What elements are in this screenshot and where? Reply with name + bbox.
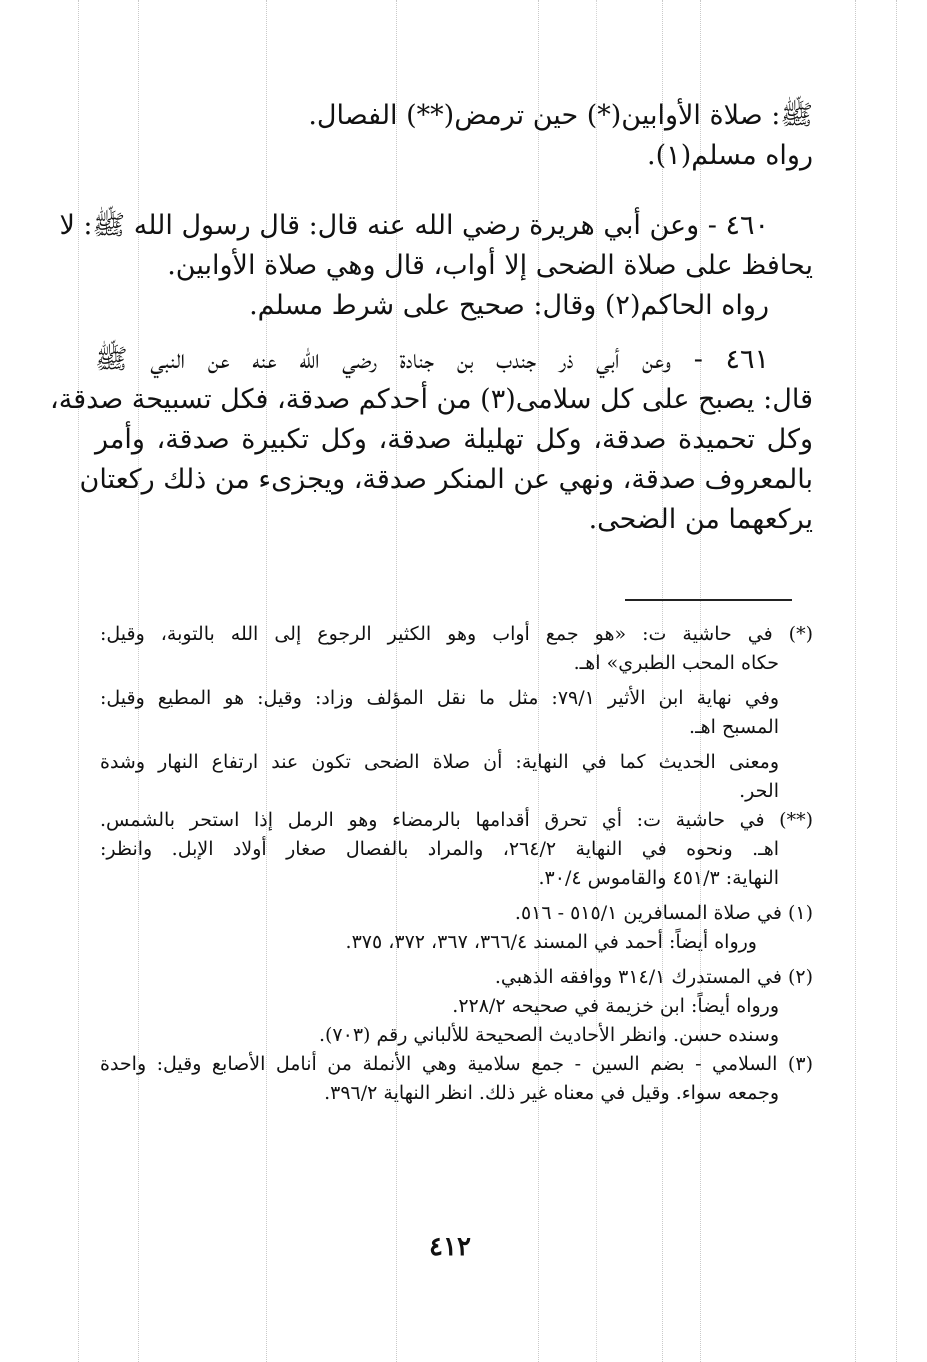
intro-paragraph [95,96,813,176]
footnote-line: (**) في حاشية ت: أي تحرق أقدامها بالرمضاء وهو الرمل إذا استحر بالشمس. [100,809,813,831]
text-line: رواه الحاكم(٢) وقال: صحيح على شرط مسلم. [249,290,769,321]
footnote-line: وفي نهاية ابن الأثير ٧٩/١: مثل ما نقل المؤلف وزاد: وقيل: هو المطيع وقيل: [100,687,779,709]
scan-guide-line [855,0,856,1362]
hadith-461 [50,340,813,540]
footnote-line: (*) في حاشية ت: «هو جمع أواب وهو الكثير الرجوع إلى الله بالتوبة، وقيل: [100,623,813,645]
page-number: ٤١٢ [429,1232,471,1262]
footnote-line: وجمعه سواء. وقيل في معناه غير ذلك. انظر النهاية ٣٩٦/٢. [324,1082,779,1104]
footnote-line: ورواه أيضاً: ابن خزيمة في صحيحه ٢٢٨/٢. [452,995,779,1017]
text-line: ﷺ: صلاة الأوابين(*) حين ترمض(**) الفصال. [308,100,813,131]
footnote-separator [625,599,792,601]
footnote-line: اهـ. ونحوه في النهاية ٢٦٤/٢، والمراد بالفصال صغار أولاد الإبل. وانظر: [100,838,779,860]
text-line: ٤٦٠ - وعن أبي هريرة رضي الله عنه قال: قال رسول الله ﷺ: لا [59,210,769,241]
footnote-line: (٣) السلامي - بضم السين - جمع سلامية وهي الأنملة من أنامل الأصابع وقيل: واحدة [100,1053,813,1075]
text-line: يركعهما من الضحى. [588,504,813,535]
footnote-line: ورواه أيضاً: أحمد في المسند ٣٦٦/٤، ٣٦٧، ٣٧٢، ٣٧٥. [345,931,757,953]
scan-guide-line [78,0,79,1362]
footnote-line: ومعنى الحديث كما في النهاية: أن صلاة الضحى تكون عند ارتفاع النهار وشدة [100,751,779,773]
text-line: يحافظ على صلاة الضحى إلا أواب، قال وهي صلاة الأوابين. [167,250,813,281]
footnote-line: حكاه المحب الطبري» اهـ. [573,652,779,674]
footnote-line: الحر. [739,780,779,802]
text-line: ٤٦١ - وعن أبي ذر جندب بن جنادة رضي الله عنه عن النبي ﷺ [95,344,769,375]
text-line: بالمعروف صدقة، ونهي عن المنكر صدقة، ويجزىء من ذلك ركعتان [79,464,813,495]
hadith-460 [59,206,813,326]
text-line: وكل تحميدة صدقة، وكل تهليلة صدقة، وكل تكبيرة صدقة، وأمر [95,424,813,455]
footnote-line: المسبح اهـ. [689,716,779,738]
footnote-line: (٢) في المستدرك ٣١٤/١ ووافقه الذهبي. [494,966,813,988]
footnotes [100,620,813,1108]
text-line: رواه مسلم(١). [647,140,813,171]
footnote-line: وسنده حسن. وانظر الأحاديث الصحيحة للألباني رقم (٧٠٣). [318,1024,779,1046]
footnote-line: (١) في صلاة المسافرين ٥١٥/١ - ٥١٦. [514,902,813,924]
text-line: قال: يصبح على كل سلامى(٣) من أحدكم صدقة، فكل تسبيحة صدقة، [50,384,813,415]
footnote-line: النهاية: ٤٥١/٣ والقاموس ٣٠/٤. [538,867,779,889]
scan-guide-line [896,0,897,1362]
